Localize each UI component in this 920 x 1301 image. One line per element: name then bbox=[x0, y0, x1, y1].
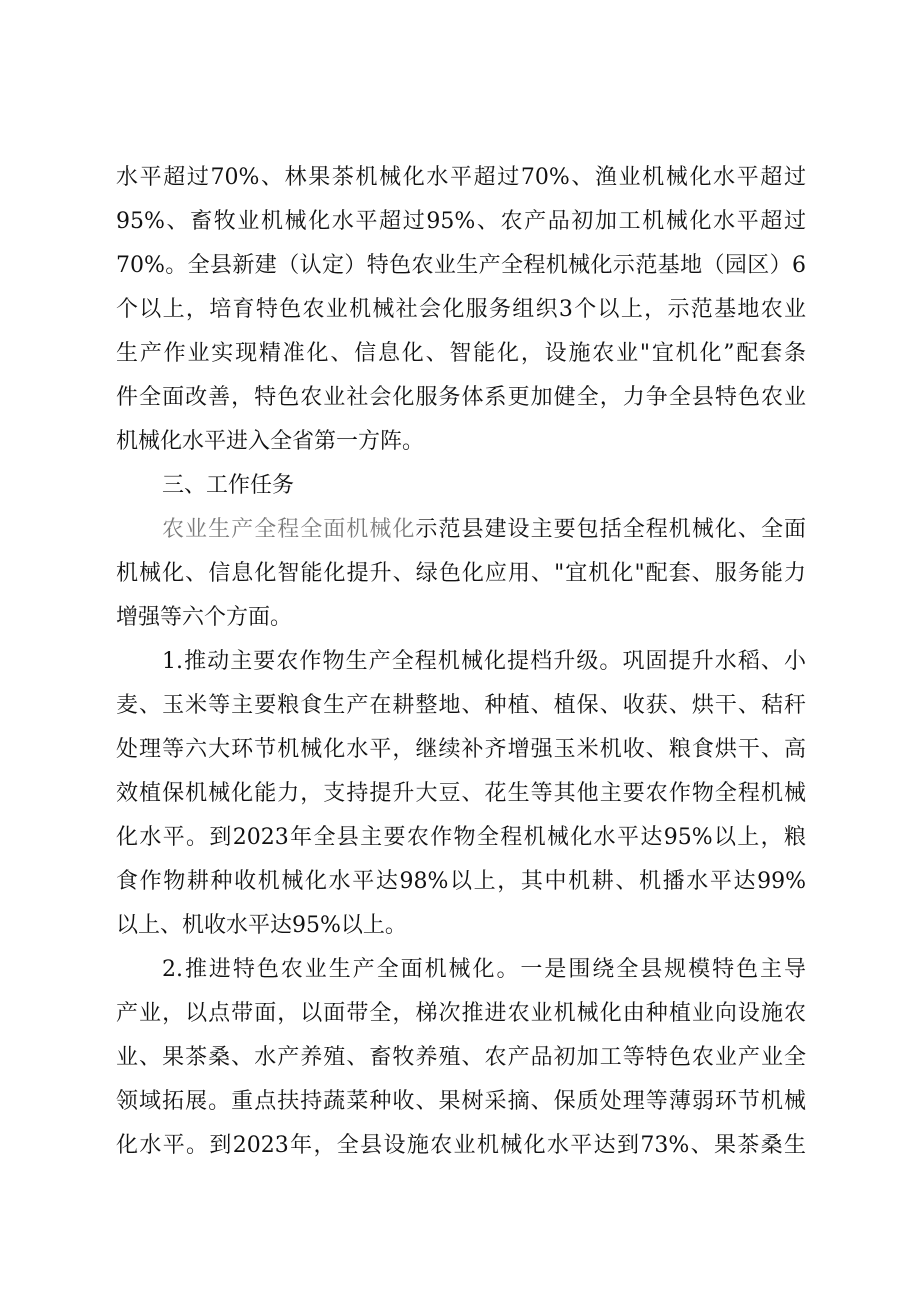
paragraph-1-line-4: 个以上，培育特色农业机械社会化服务组织3个以上，示范基地农业 bbox=[116, 297, 806, 322]
paragraph-1-line-1: 水平超过70%、林果茶机械化水平超过70%、渔业机械化水平超过 bbox=[116, 165, 806, 190]
paragraph-4-line-5: 化水平。到2023年，全县设施农业机械化水平达到73%、果茶桑生 bbox=[116, 1133, 806, 1158]
paragraph-2-line-3: 增强等六个方面。 bbox=[116, 605, 293, 630]
paragraph-4-line-2: 产业，以点带面，以面带全，梯次推进农业机械化由种植业向设施农 bbox=[116, 1001, 806, 1026]
paragraph-2-line-1 bbox=[162, 515, 806, 545]
paragraph-1-line-3: 70%。全县新建（认定）特色农业生产全程机械化示范基地（园区）6 bbox=[116, 253, 806, 278]
paragraph-4-line-3: 业、果茶桑、水产养殖、畜牧养殖、农产品初加工等特色农业产业全 bbox=[116, 1045, 806, 1070]
paragraph-1-line-2: 95%、畜牧业机械化水平超过95%、农产品初加工机械化水平超过 bbox=[116, 209, 806, 234]
paragraph-3-line-2: 麦、玉米等主要粮食生产在耕整地、种植、植保、收获、烘干、秸秆 bbox=[116, 693, 806, 718]
paragraph-4-line-4: 领域拓展。重点扶持蔬菜种收、果树采摘、保质处理等薄弱环节机械 bbox=[116, 1089, 806, 1114]
paragraph-4-line-1: 2.推进特色农业生产全面机械化。一是围绕全县规模特色主导 bbox=[162, 957, 806, 982]
paragraph-1-line-7: 机械化水平进入全省第一方阵。 bbox=[116, 429, 425, 454]
paragraph-3-line-4: 效植保机械化能力，支持提升大豆、花生等其他主要农作物全程机械 bbox=[116, 781, 806, 806]
paragraph-3-line-1: 1.推动主要农作物生产全程机械化提档升级。巩固提升水稻、小 bbox=[162, 649, 806, 674]
paragraph-1-line-5: 生产作业实现精准化、信息化、智能化，设施农业"宜机化”配套条 bbox=[116, 341, 806, 366]
paragraph-2-line-2: 机械化、信息化智能化提升、绿色化应用、"宜机化"配套、服务能力 bbox=[116, 561, 806, 586]
paragraph-3-line-5: 化水平。到2023年全县主要农作物全程机械化水平达95%以上，粮 bbox=[116, 825, 806, 850]
section-heading: 三、工作任务 bbox=[162, 473, 295, 498]
paragraph-3-line-3: 处理等六大环节机械化水平，继续补齐增强玉米机收、粮食烘干、高 bbox=[116, 737, 806, 762]
paragraph-3-line-6: 食作物耕种收机械化水平达98%以上，其中机耕、机播水平达99% bbox=[116, 869, 806, 894]
paragraph-1-line-6: 件全面改善，特色农业社会化服务体系更加健全，力争全县特色农业 bbox=[116, 385, 806, 410]
paragraph-3-line-7: 以上、机收水平达95%以上。 bbox=[116, 913, 407, 938]
paragraph-2-line-1-rest: 示范县建设主要包括全程机械化、全面 bbox=[415, 517, 806, 542]
paragraph-2-lead: 农业生产全程全面机械化 bbox=[162, 517, 416, 542]
